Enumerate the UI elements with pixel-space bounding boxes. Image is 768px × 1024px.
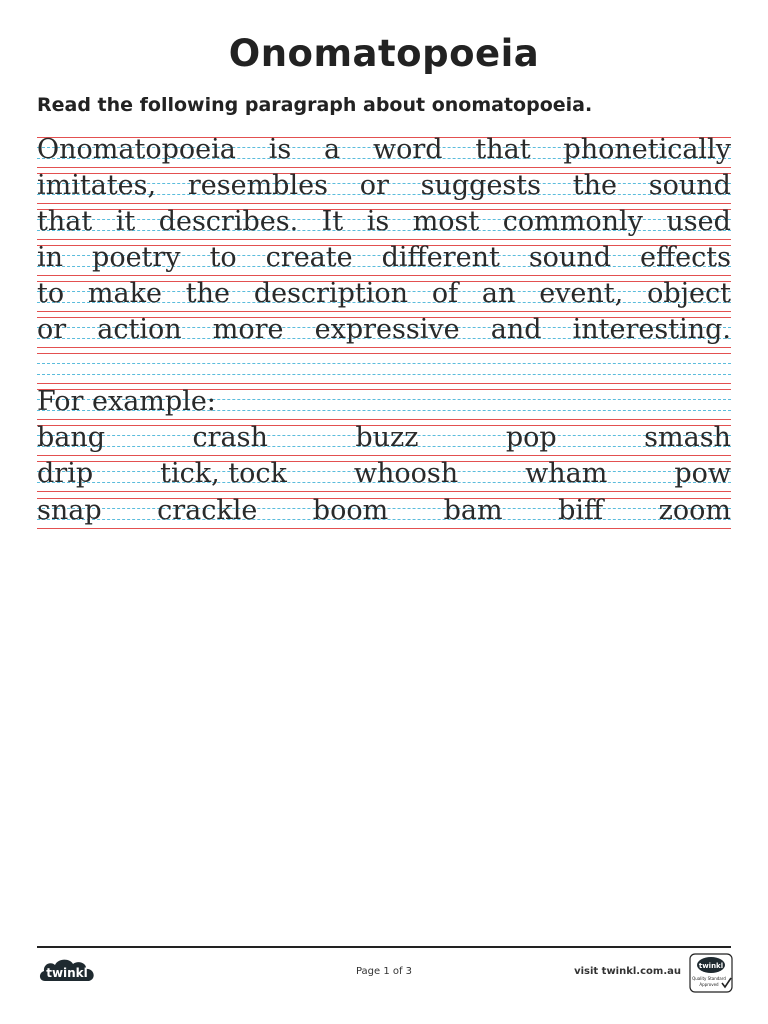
paragraph-word: action: [97, 314, 182, 345]
example-word: buzz: [355, 422, 419, 453]
paragraph-word: used: [666, 206, 731, 237]
paragraph-word: to: [37, 278, 65, 309]
paragraph-word: phonetically: [563, 134, 731, 165]
example-word: pop: [505, 422, 557, 453]
paragraph-line: [37, 242, 731, 281]
paragraph-word: the: [572, 170, 617, 201]
paragraph-word: is: [366, 206, 390, 237]
page-title: Onomatopoeia: [228, 32, 540, 75]
paragraph-word: that: [37, 206, 93, 237]
quality-badge-icon: [689, 953, 733, 993]
paragraph-word: is: [268, 134, 292, 165]
example-word: wham: [525, 458, 608, 489]
paragraph-word: imitates,: [37, 170, 157, 201]
paragraph-line: [37, 278, 731, 317]
paragraph-word: It: [321, 206, 344, 237]
paragraph-word: sound: [648, 170, 731, 201]
paragraph-word: and: [490, 314, 542, 345]
paragraph-word: create: [265, 242, 353, 273]
example-heading-line: [37, 386, 731, 425]
paragraph-line-text: [37, 205, 731, 239]
page-number: Page 1 of 3: [355, 966, 413, 977]
example-row: [37, 458, 731, 498]
paragraph-word: suggests: [420, 170, 541, 201]
example-word: zoom: [658, 495, 731, 526]
paragraph-word: an: [481, 278, 516, 309]
example-row: [37, 422, 731, 461]
paragraph-line: [37, 314, 731, 353]
paragraph-word: it: [115, 206, 136, 237]
paragraph-word: more: [212, 314, 284, 345]
example-word: crackle: [157, 495, 258, 526]
paragraph-word: poetry: [92, 242, 181, 273]
paragraph-word: object: [647, 278, 731, 309]
paragraph-line: [37, 170, 731, 209]
paragraph-word: or: [359, 170, 389, 201]
paragraph-line-text: [37, 133, 731, 167]
paragraph-word: commonly: [502, 206, 643, 237]
example-row: [37, 495, 731, 534]
paragraph-line: [37, 206, 731, 245]
paragraph-word: sound: [528, 242, 612, 273]
example-word: bang: [37, 422, 106, 453]
paragraph-word: interesting.: [572, 314, 731, 345]
badge-line-1: Quality Standard: [692, 976, 726, 981]
paragraph-word: expressive: [314, 314, 460, 345]
logo-text: twinkl: [46, 966, 88, 980]
website-link[interactable]: visit twinkl.com.au: [574, 966, 681, 977]
example-word: smash: [644, 422, 731, 453]
paragraph-word: describes.: [158, 206, 299, 237]
paragraph-word: in: [37, 242, 64, 273]
example-heading: For example:: [37, 386, 216, 417]
example-word: whoosh: [353, 458, 459, 489]
instruction-text: Read the following paragraph about onomatopoeia.: [37, 94, 593, 116]
example-word: biff: [558, 495, 604, 526]
example-word: boom: [312, 495, 389, 526]
paragraph-word: to: [209, 242, 237, 273]
paragraph-word: make: [87, 278, 162, 309]
paragraph-line: [37, 134, 731, 173]
paragraph-word: event,: [539, 278, 624, 309]
paragraph-word: different: [381, 242, 500, 273]
example-word: tick, tock: [160, 458, 287, 489]
paragraph-block: [37, 134, 731, 534]
paragraph-word: Onomatopoeia: [37, 134, 236, 165]
paragraph-word: a: [324, 134, 341, 165]
badge-title: twinkl: [698, 962, 724, 970]
paragraph-line-text: [37, 241, 731, 275]
paragraph-word: resembles: [187, 170, 328, 201]
example-word: crash: [192, 422, 268, 453]
badge-line-2: Approved: [699, 982, 719, 987]
paragraph-line-text: [37, 277, 731, 311]
paragraph-word: most: [412, 206, 480, 237]
paragraph-word: the: [185, 278, 230, 309]
paragraph-word: description: [253, 278, 409, 309]
paragraph-word: that: [475, 134, 531, 165]
example-word: drip: [37, 458, 94, 489]
paragraph-word: or: [37, 314, 67, 345]
paragraph-line-text: [37, 169, 731, 203]
blank-practice-line: [37, 353, 731, 389]
footer-divider: [37, 946, 731, 948]
paragraph-line-text: [37, 313, 731, 347]
paragraph-word: effects: [640, 242, 731, 273]
example-word: snap: [37, 495, 102, 526]
paragraph-word: word: [372, 134, 443, 165]
example-word: bam: [443, 495, 503, 526]
paragraph-word: of: [431, 278, 459, 309]
example-word: pow: [674, 458, 731, 489]
